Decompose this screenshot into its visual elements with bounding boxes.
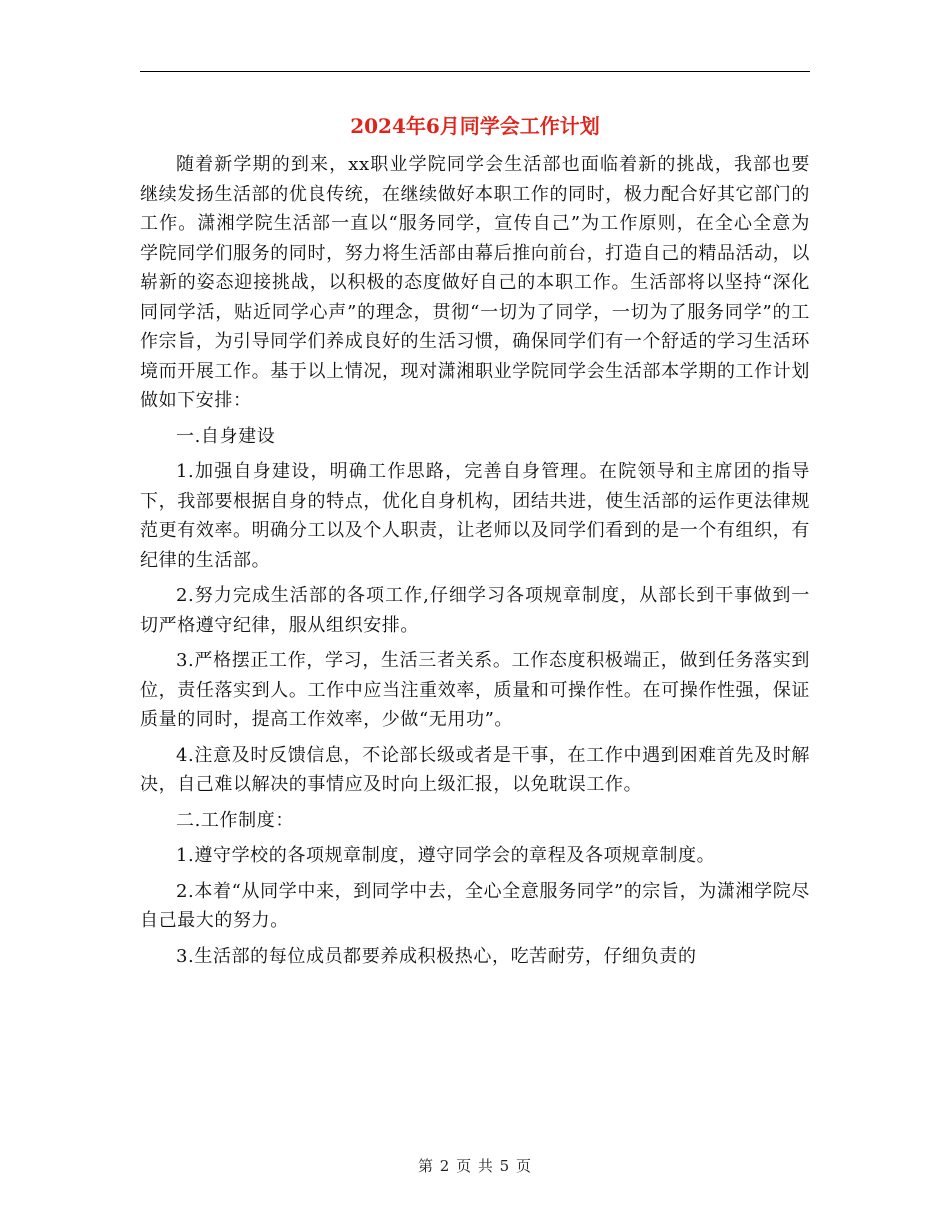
header-rule	[140, 71, 810, 72]
list-item: 1.加强自身建设，明确工作思路，完善自身管理。在院领导和主席团的指导下，我部要根据自身的特点，优化自身机构，团结共进，使生活部的运作更法律规范更有效率。明确分工以及个人职责，让老师以及同学们看到的是一个有组织，有纪律的生活部。	[140, 461, 810, 571]
page-number-footer: 第 2 页 共 5 页	[418, 1157, 532, 1175]
list-item: 2.努力完成生活部的各项工作,仔细学习各项规章制度，从部长到干事做到一切严格遵守纪律，服从组织安排。	[140, 585, 810, 636]
list-item: 4.注意及时反馈信息，不论部长级或者是干事，在工作中遇到困难首先及时解决，自己难以解决的事情应及时向上级汇报，以免耽误工作。	[140, 744, 810, 795]
section-heading-self-building: 一.自身建设	[176, 425, 276, 447]
list-item: 3.严格摆正工作，学习，生活三者关系。工作态度积极端正，做到任务落实到位，责任落实到人。工作中应当注重效率，质量和可操作性。在可操作性强，保证质量的同时，提高工作效率，少做“无用功”。	[140, 650, 810, 730]
list-item: 1.遵守学校的各项规章制度，遵守同学会的章程及各项规章制度。	[176, 845, 716, 866]
document-title: 2024年6月同学会工作计划	[350, 114, 600, 138]
document-body	[140, 150, 810, 977]
intro-paragraph: 随着新学期的到来，xx职业学院同学会生活部也面临着新的挑战，我部也要继续发扬生活部的优良传统，在继续做好本职工作的同时，极力配合好其它部门的工作。潇湘学院生活部一直以“服务同学，宣传自己”为工作原则，在全心全意为学院同学们服务的同时，努力将生活部由幕后推向前台，打造自己的精品活动，以崭新的姿态迎接挑战，以积极的态度做好自己的本职工作。生活部将以坚持“深化同同学活，贴近同学心声”的理念，贯彻“一切为了同学，一切为了服务同学”的工作宗旨，为引导同学们养成良好的生活习惯，确保同学们有一个舒适的学习生活环境而开展工作。基于以上情况，现对潇湘职业学院同学会生活部本学期的工作计划做如下安排：	[140, 154, 810, 411]
list-item: 3.生活部的每位成员都要养成积极热心，吃苦耐劳，仔细负责的	[176, 945, 697, 967]
section-heading-work-system: 二.工作制度：	[176, 809, 294, 831]
list-item: 2.本着“从同学中来，到同学中去，全心全意服务同学”的宗旨，为潇湘学院尽自己最大的努力。	[140, 880, 810, 931]
